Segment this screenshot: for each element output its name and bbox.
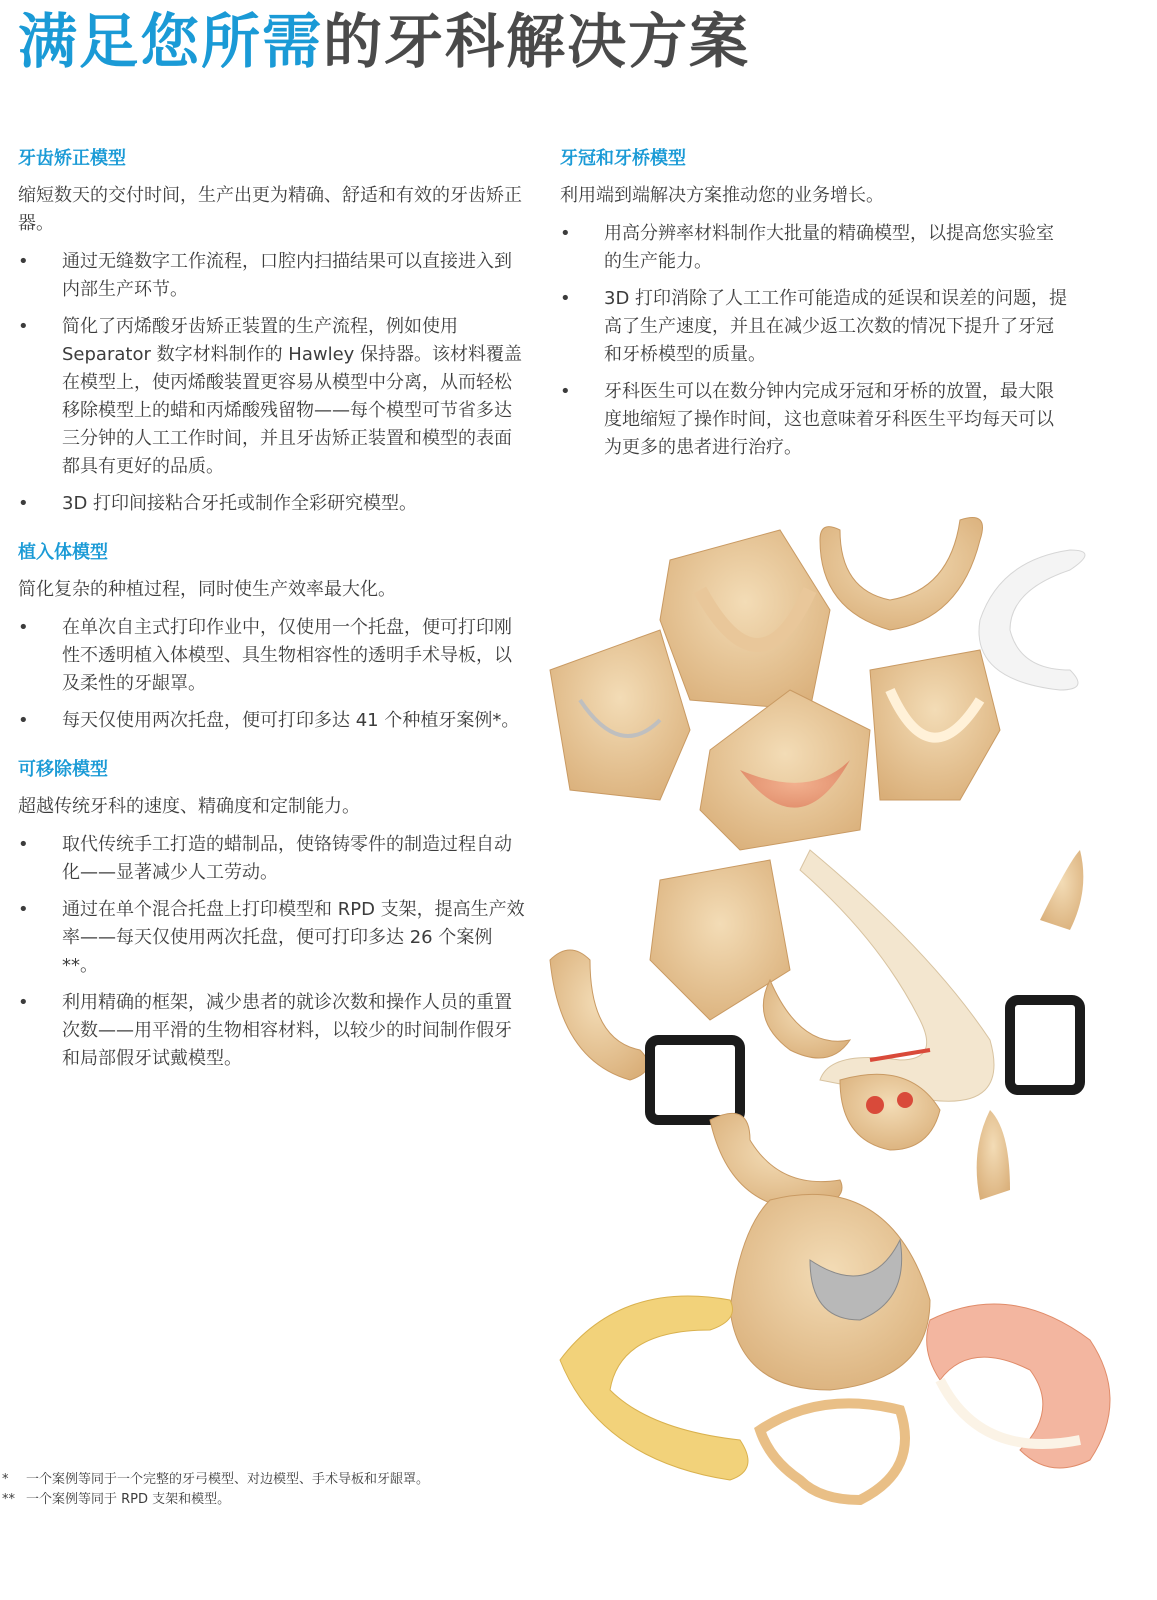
section-heading: 植入体模型	[18, 542, 108, 563]
black-articulator-right	[977, 850, 1084, 1200]
list-item	[18, 831, 528, 887]
section-intro: 缩短数天的交付时间，生产出更为精确、舒适和有效的牙齿矫正器。	[18, 185, 522, 234]
bullet-icon: •	[18, 251, 29, 272]
bullet-list	[18, 248, 528, 518]
list-item	[18, 707, 528, 735]
section-removable	[18, 757, 528, 1073]
section-heading: 牙冠和牙桥模型	[560, 148, 686, 169]
list-item-text: 3D 打印间接粘合牙托或制作全彩研究模型。	[62, 493, 418, 514]
list-item	[560, 285, 1070, 369]
list-item	[18, 989, 528, 1073]
arch-model-top-right	[820, 518, 983, 631]
model-base-upper-left	[550, 630, 690, 800]
footnotes	[2, 1470, 429, 1510]
bullet-icon: •	[560, 288, 571, 309]
footnote-mark: **	[2, 1492, 15, 1507]
bullet-icon: •	[18, 617, 29, 638]
list-item-text: 在单次自主式打印作业中，仅使用一个托盘，便可打印刚性不透明植入体模型、具生物相容性的透明手术导板，以及柔性的牙龈罩。	[62, 617, 512, 694]
page-title-highlight: 满足您所需	[18, 7, 324, 76]
bullet-icon: •	[560, 381, 571, 402]
footnote-mark: *	[2, 1472, 9, 1487]
list-item-text: 牙科医生可以在数分钟内完成牙冠和牙桥的放置，最大限度地缩短了操作时间，这也意味着牙科医生平均每天可以为更多的患者进行治疗。	[604, 381, 1054, 458]
page-title	[18, 6, 750, 78]
list-item	[18, 896, 528, 980]
footnote-text: 一个案例等同于一个完整的牙弓模型、对边模型、手术导板和牙龈罩。	[26, 1472, 430, 1487]
section-intro: 超越传统牙科的速度、精确度和定制能力。	[18, 796, 360, 817]
left-column	[18, 146, 528, 1095]
section-implant	[18, 540, 528, 735]
section-intro: 简化复杂的种植过程，同时使生产效率最大化。	[18, 579, 396, 600]
right-column	[560, 146, 1070, 484]
bullet-icon: •	[18, 992, 29, 1013]
list-item-text: 取代传统手工打造的蜡制品，使铬铸零件的制造过程自动化——显著减少人工劳动。	[62, 834, 512, 883]
custom-tray	[560, 1296, 748, 1480]
footnote-text: 一个案例等同于 RPD 支架和模型。	[26, 1492, 231, 1507]
model-base-top	[660, 530, 830, 710]
list-item	[18, 614, 528, 698]
denture	[927, 1304, 1110, 1468]
list-item-text: 用高分辨率材料制作大批量的精确模型，以提高您实验室的生产能力。	[604, 223, 1054, 272]
footnote	[2, 1490, 429, 1510]
clear-aligner	[979, 550, 1085, 690]
list-item-text: 利用精确的框架，减少患者的就诊次数和操作人员的重置次数——用平滑的生物相容材料，以较少的时间制作假牙和局部假牙试戴模型。	[62, 992, 512, 1069]
list-item	[560, 220, 1070, 276]
bullet-list	[18, 614, 528, 735]
rpd-framework-model	[730, 1194, 930, 1390]
footnote	[2, 1470, 429, 1490]
list-item-text: 3D 打印消除了人工工作可能造成的延误和误差的问题，提高了生产速度，并且在减少返工次数的情况下提升了牙冠和牙桥模型的质量。	[604, 288, 1068, 365]
bullet-icon: •	[18, 834, 29, 855]
list-item	[18, 313, 528, 481]
bullet-icon: •	[18, 316, 29, 337]
black-articulator-left	[650, 1040, 740, 1120]
list-item-text: 每天仅使用两次托盘，便可打印多达 41 个种植牙案例*。	[62, 710, 520, 731]
section-heading: 可移除模型	[18, 759, 108, 780]
page-title-rest: 的牙科解决方案	[323, 7, 751, 76]
hawley-retainer-model	[700, 690, 870, 850]
section-crown-bridge	[560, 146, 1070, 462]
dental-models-photo	[540, 500, 1140, 1580]
bullet-list	[18, 831, 528, 1073]
list-item-text: 通过在单个混合托盘上打印模型和 RPD 支架，提高生产效率——每天仅使用两次托盘，便可打印多达 26 个案例**。	[62, 899, 525, 976]
section-heading: 牙齿矫正模型	[18, 148, 126, 169]
rpd-framework	[760, 1403, 905, 1500]
bullet-icon: •	[18, 899, 29, 920]
list-item	[560, 378, 1070, 462]
list-item	[18, 248, 528, 304]
section-intro: 利用端到端解决方案推动您的业务增长。	[560, 185, 884, 206]
bullet-icon: •	[18, 493, 29, 514]
bullet-icon: •	[18, 710, 29, 731]
list-item-text: 简化了丙烯酸牙齿矫正装置的生产流程，例如使用 Separator 数字材料制作的 Hawley 保持器。该材料覆盖在模型上，使丙烯酸装置更容易从模型中分离，从而轻松移除模型上的蜡和丙烯酸残留物——每个模型可节省多达三分钟的人工工作时间，并且牙齿矫正装置和模型的表面都具有更好的品质。	[62, 316, 523, 477]
bullet-list	[560, 220, 1070, 462]
section-orthodontic	[18, 146, 528, 518]
list-item-text: 通过无缝数字工作流程，口腔内扫描结果可以直接进入到内部生产环节。	[62, 251, 512, 300]
bullet-icon: •	[560, 223, 571, 244]
flexible-denture-model	[800, 850, 994, 1101]
arch-model-mid-right	[870, 650, 1000, 800]
list-item	[18, 490, 528, 518]
